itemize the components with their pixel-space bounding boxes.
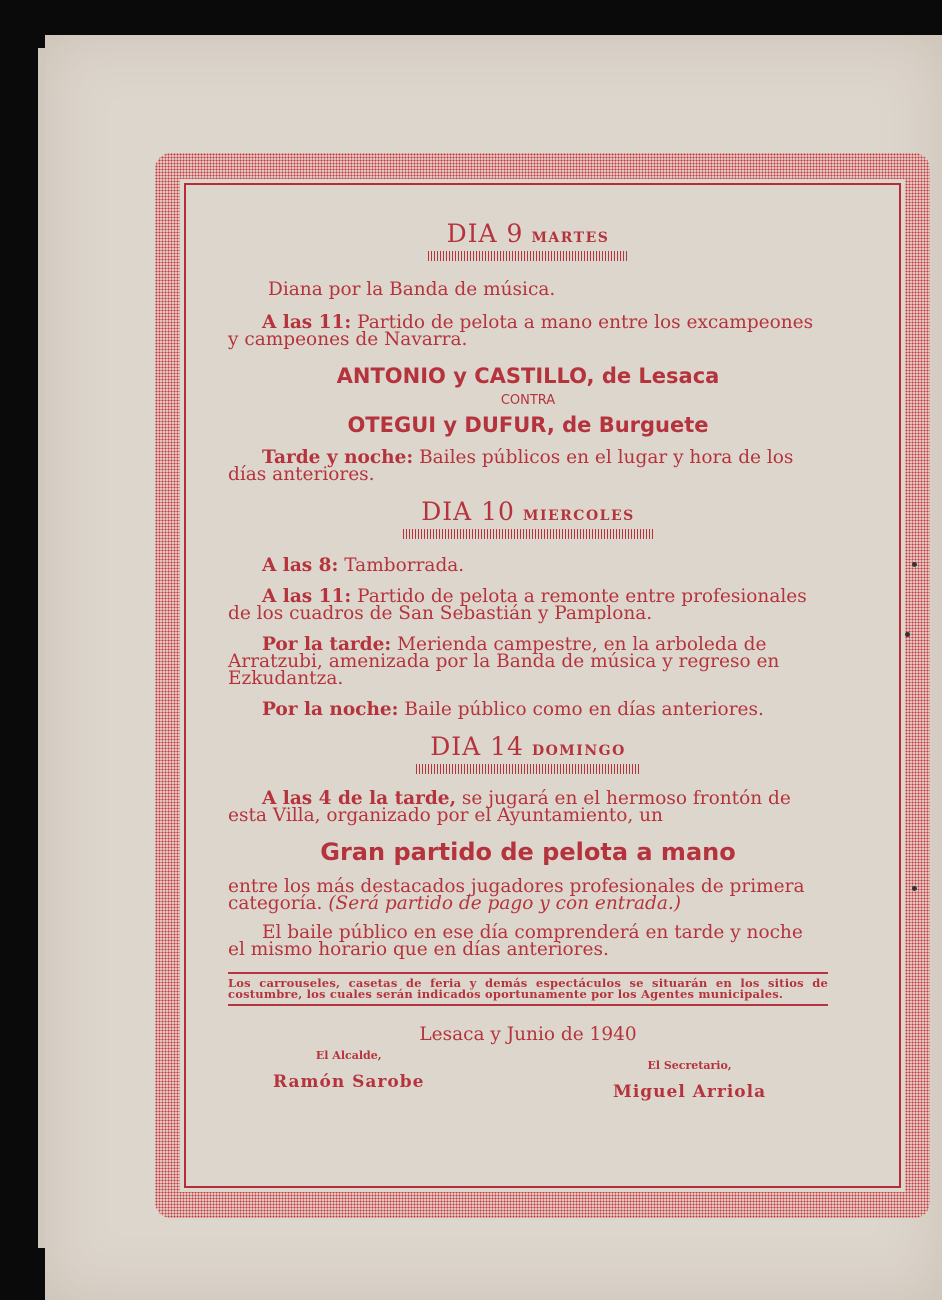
day-14-item-4: A las 4 de la tarde, se jugará en el hermoso frontón de — [262, 788, 791, 809]
dotted-border-frame — [155, 153, 930, 1218]
heading-underline — [416, 764, 641, 774]
entry-note: (Será partido de pago y con entrada.) — [328, 893, 682, 914]
program-content: DIA 9 MARTES Diana por la Banda de música. A las 11: Partido de pelota a mano entre los excampeones y campeones de Navarra. ANTONIO y CASTILLO, de Lesaca CONTRA OTEGUI y DUFUR, de Burguete Tarde y noche: Bailes públicos en el lugar y hora de los días anteriores. DIA 10 MIERCOLES A las 8: Tamborrada. A las 11: Partido de pelota a remonte entre profesionales de los cuadros de San Sebastián y Pamplona. Por la tarde: Merienda campestre, en la arboleda de Arratzubi, amenizada por la Banda de música y regreso en Ezkudantza. Por la noche: Baile público como en días anteriores. DIA 14 DOMINGO A las 4 de la tarde, se jugará en el hermoso frontón de esta Villa, organizado por el Ayuntamiento, un Gran partido de pelota a mano entre los más destacados jugadores profesionales de primera categoría. (Será partido de pago y con entrada.) El baile público en ese día comprenderá en tarde y noche el mismo horario que en días anteriores. Los carrouseles, casetas de feria y demás espectáculos se situarán en los sitios de costumbre, los cuales serán indicados oportunamente por los Agentes municipales. Lesaca y Junio de 1940 El Alcalde, Ramón Sarobe El Secretario, Miguel Arriola — [228, 219, 828, 1102]
day-10-item-noche: Por la noche: Baile público como en días anteriores. — [262, 699, 764, 720]
headline-gran-partido: Gran partido de pelota a mano — [320, 838, 736, 866]
day-9-item-11: A las 11: Partido de pelota a mano entre los excampeones — [262, 312, 814, 333]
team-b: OTEGUI y DUFUR, de Burguete — [347, 413, 709, 437]
day-14-heading: DIA 14 DOMINGO — [228, 738, 828, 774]
day-10-heading: DIA 10 MIERCOLES — [228, 503, 828, 539]
day-10-item-8: A las 8: Tamborrada. — [262, 555, 465, 576]
diana-line: Diana por la Banda de música. — [268, 279, 556, 300]
notice-rule-top — [228, 972, 828, 974]
notice-rule-bottom — [228, 1004, 828, 1006]
day-9-item-tarde: Tarde y noche: Bailes públicos en el lugar y hora de los — [262, 447, 794, 468]
day-10-item-11: A las 11: Partido de pelota a remonte entre profesionales — [262, 586, 807, 607]
contra-label: CONTRA — [500, 393, 556, 408]
day-10-item-tarde: Por la tarde: Merienda campestre, en la arboleda de — [262, 634, 767, 655]
margin-mark — [912, 562, 917, 567]
place-date: Lesaca y Junio de 1940 — [419, 1024, 637, 1045]
margin-mark — [905, 632, 910, 637]
team-a: ANTONIO y CASTILLO, de Lesaca — [336, 364, 720, 388]
inner-rule-box — [184, 183, 901, 1188]
signatures — [228, 1047, 828, 1103]
fair-notice: Los carrouseles, casetas de feria y demás espectáculos se situarán en los sitios de costumbre, los cuales serán indicados oportunamente por los Agentes municipales. — [228, 976, 828, 1001]
margin-mark — [912, 886, 917, 891]
signature-secretary: El Secretario, Miguel Arriola — [613, 1059, 767, 1102]
day-9-heading: DIA 9 MARTES — [228, 225, 828, 261]
heading-underline — [428, 251, 628, 261]
program-page — [45, 35, 942, 1300]
heading-underline — [403, 529, 653, 539]
signature-mayor: El Alcalde, Ramón Sarobe — [273, 1049, 425, 1092]
